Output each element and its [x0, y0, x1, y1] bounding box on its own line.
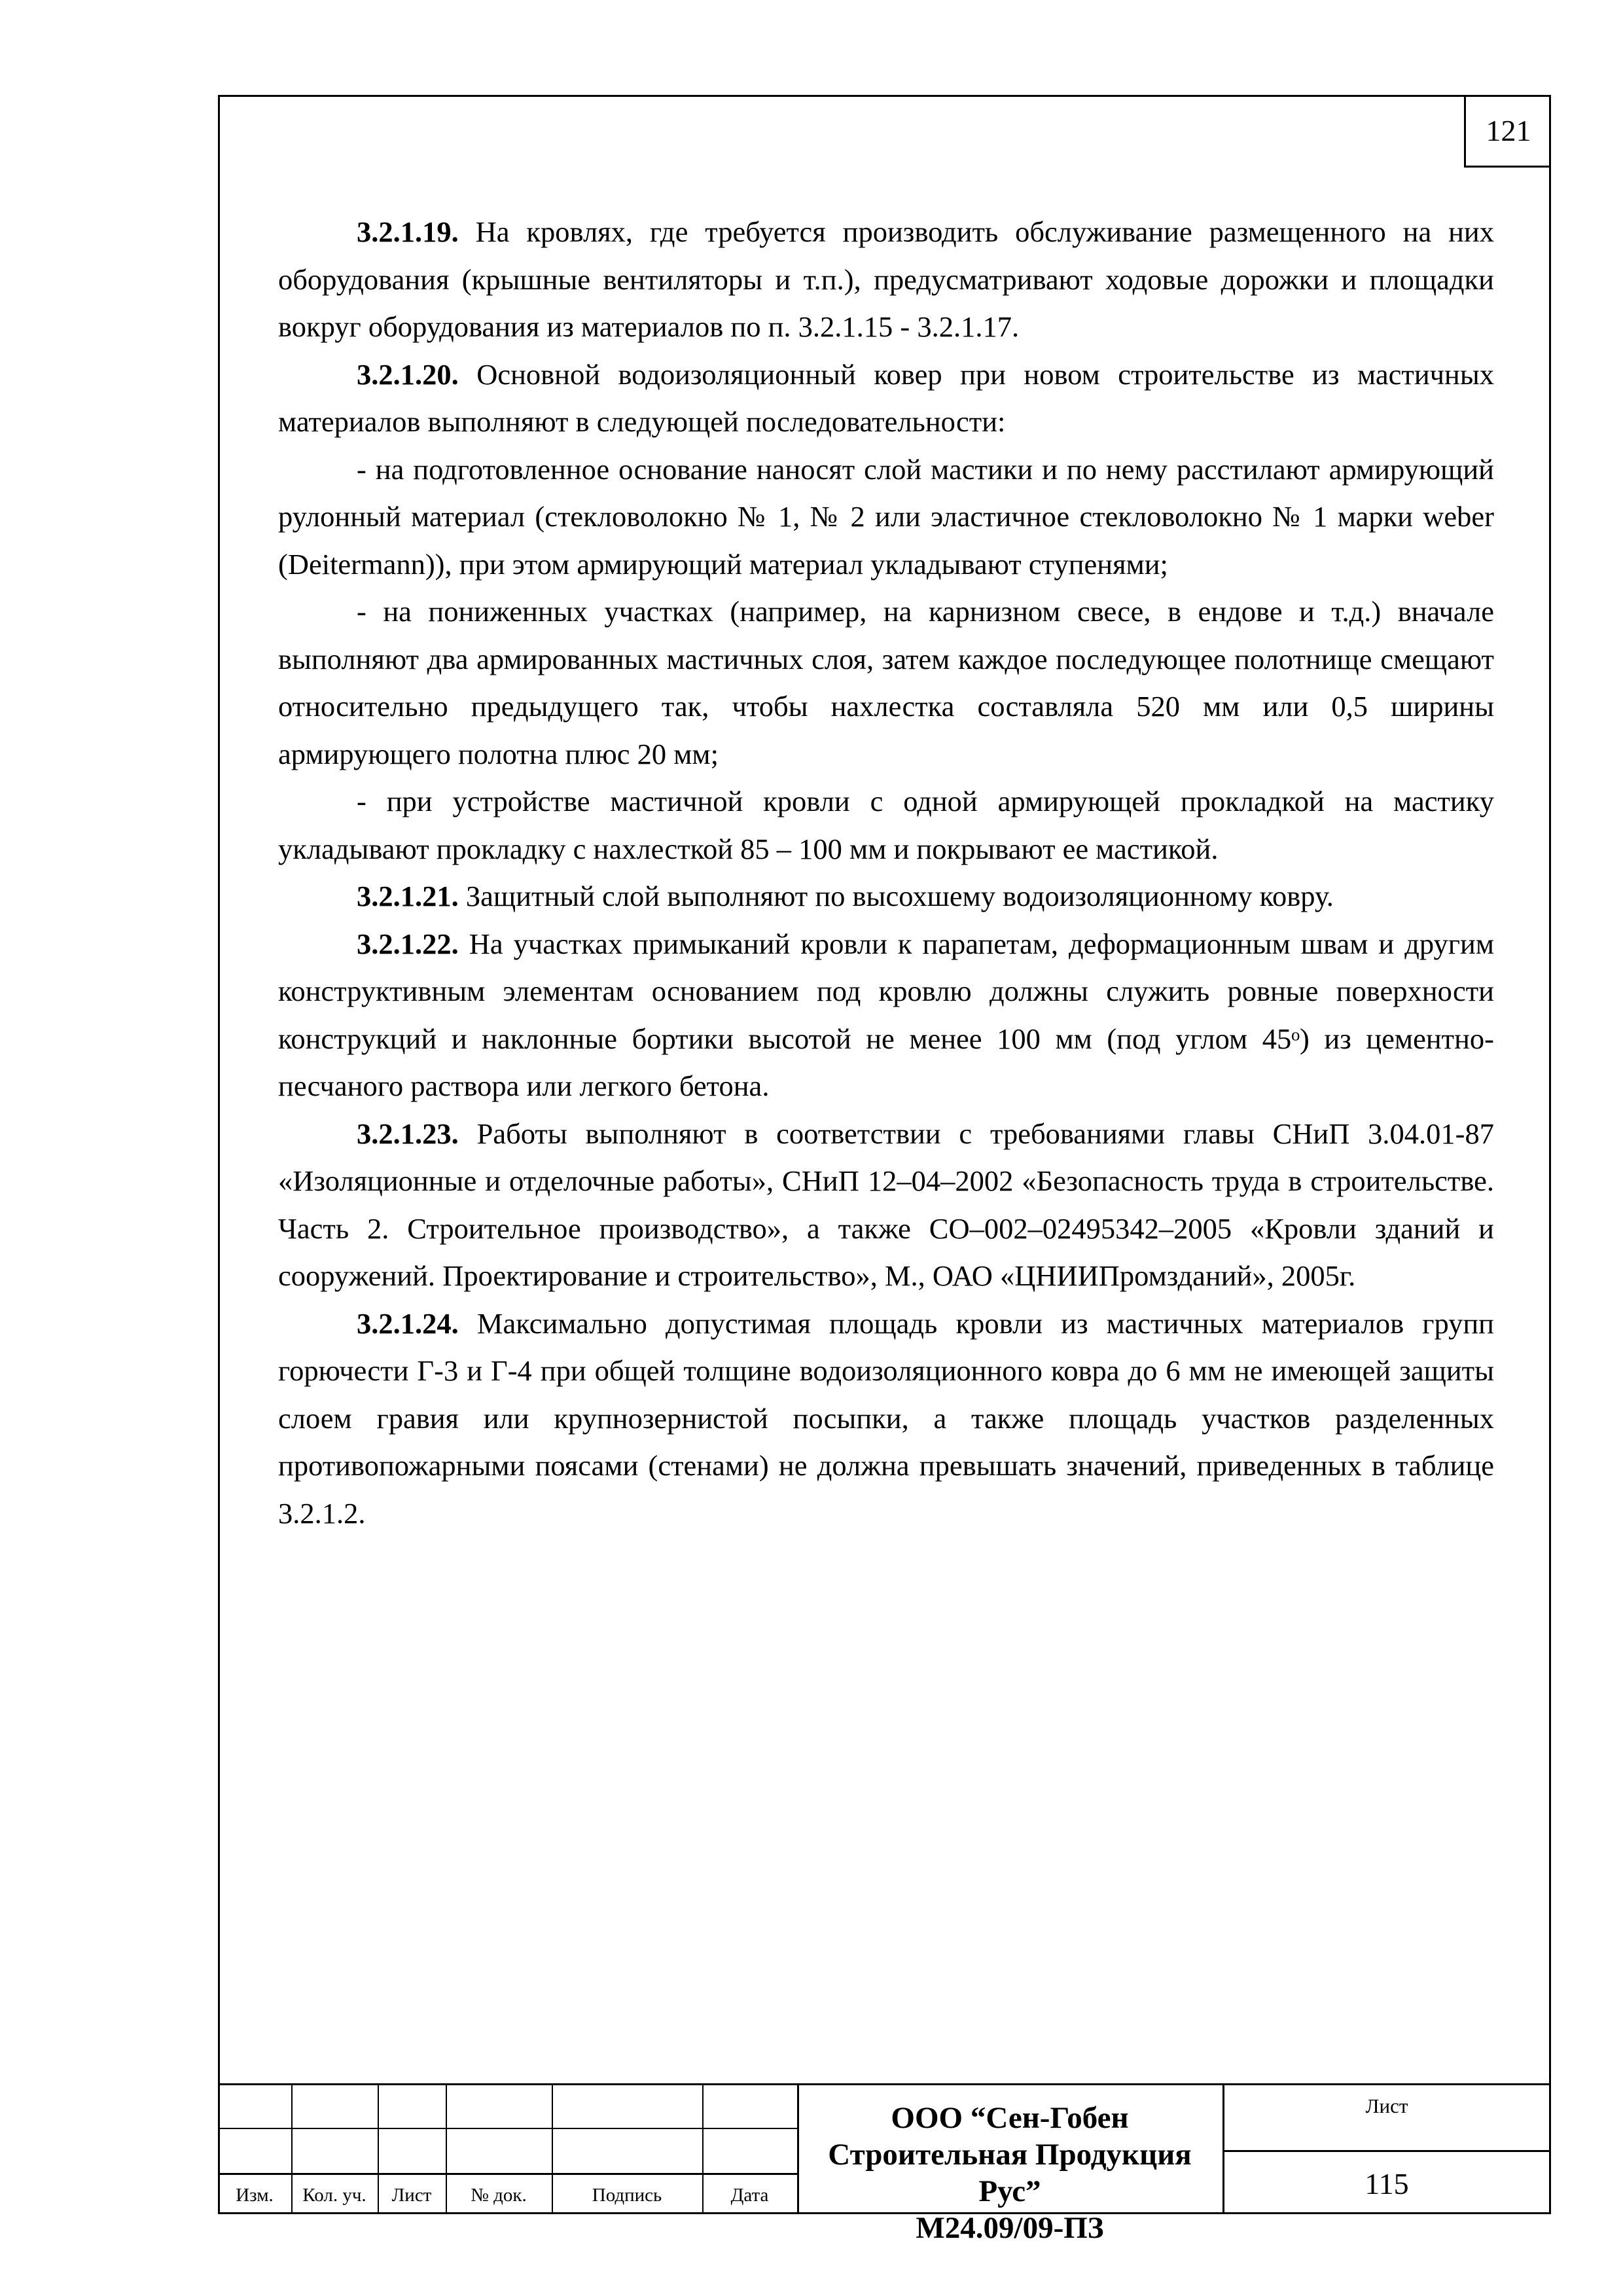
list-item-text: - на подготовленное основание наносят слой мастики и по нему расстилают армирующий рулонный материал (стекловолокно № 1, № 2 или эластичное стекловолокно № 1 марки weber (Deitermann)), при этом армирующий материал укладывают ступенями; [278, 452, 1494, 581]
stamp-row-line [218, 2128, 797, 2129]
clause-number: 3.2.1.23. [357, 1117, 459, 1150]
clause-text: Защитный слой выполняют по высохшему водоизоляционному ковру. [458, 880, 1334, 912]
header-izm: Изм. [236, 2185, 274, 2206]
clause-text: Работы выполняют в соответствии с требованиями главы СНиП 3.04.01-87 «Изоляционные и отделочные работы», СНиП 12–04–2002 «Безопасность труда в строительстве. Часть 2. Строительное производство», а также СО–002–02495342–2005 «Кровли зданий и сооружений. Проектирование и строительство», М., ОАО «ЦНИИПромзданий», 2005г. [278, 1117, 1494, 1292]
header-doc-number: № док. [471, 2185, 527, 2206]
clause-text: Максимально допустимая площадь кровли из мастичных материалов групп горючести Г-3 и Г-4 при общей толщине водоизоляционного ковра до 6 мм не имеющей защиты слоем гравия или крупнозернистой посыпки, а также площадь участков разделенных противопожарными поясами (стенами) не должна превышать значений, приведенных в таблице 3.2.1.2. [278, 1306, 1494, 1530]
company-block [797, 2100, 1222, 2246]
title-block [218, 2083, 1551, 2245]
clause-text: На участках примыканий кровли к парапетам, деформационным швам и другим конструктивным элементам основанием под кровлю должны служить ровные поверхности конструкций и наклонные бортики высотой не менее 100 мм (под углом 45ᵒ) из цементно-песчаного раствора или легкого бетона. [278, 927, 1494, 1102]
clause-number: 3.2.1.19. [357, 215, 459, 248]
sheet-number: 115 [1364, 2167, 1409, 2200]
clause-number: 3.2.1.21. [357, 880, 459, 912]
stamp-row-line [218, 2173, 797, 2175]
document-body [278, 208, 1494, 1537]
header-date: Дата [730, 2185, 769, 2206]
paragraph-3-2-1-19 [278, 208, 1494, 351]
clause-text: Основной водоизоляционный ковер при новом строительстве из мастичных материалов выполняют в следующей последовательности: [278, 357, 1494, 438]
list-item-text: - при устройстве мастичной кровли с одной армирующей прокладкой на мастику укладывают прокладку с нахлесткой 85 – 100 мм и покрывают ее мастикой. [278, 785, 1494, 865]
header-list: Лист [391, 2185, 432, 2206]
sheet-label: Лист [1365, 2094, 1408, 2117]
clause-number: 3.2.1.22. [357, 927, 459, 960]
clause-text: На кровлях, где требуется производить обслуживание размещенного на них оборудования (крышные вентиляторы и т.п.), предусматривают ходовые дорожки и площадки вокруг оборудования из материалов по п. 3.2.1.15 - 3.2.1.17. [278, 215, 1494, 343]
clause-number: 3.2.1.24. [357, 1306, 459, 1340]
paragraph-3-2-1-23 [278, 1110, 1494, 1300]
company-name-line2: Строительная Продукция Рус” [828, 2138, 1192, 2208]
list-item-3 [278, 778, 1494, 872]
list-item-2 [278, 588, 1494, 778]
paragraph-3-2-1-20 [278, 351, 1494, 446]
header-signature: Подпись [592, 2185, 662, 2206]
company-name-line1: ООО “Сен-Гобен [891, 2101, 1129, 2135]
paragraph-3-2-1-21 [278, 872, 1494, 920]
list-item-1 [278, 446, 1494, 588]
list-item-text: - на пониженных участках (например, на карнизном свесе, в ендове и т.д.) вначале выполняют два армированных мастичных слоя, затем каждое последующее полотнище смещают относительно предыдущего так, чтобы нахлестка составляла 520 мм или 0,5 ширины армирующего полотна плюс 20 мм; [278, 595, 1494, 770]
document-code: М24.09/09-ПЗ [916, 2211, 1104, 2245]
header-kol-uch: Кол. уч. [302, 2185, 366, 2206]
clause-number: 3.2.1.20. [357, 357, 459, 391]
page-number: 121 [1464, 95, 1551, 168]
paragraph-3-2-1-22 [278, 920, 1494, 1110]
paragraph-3-2-1-24 [278, 1300, 1494, 1537]
